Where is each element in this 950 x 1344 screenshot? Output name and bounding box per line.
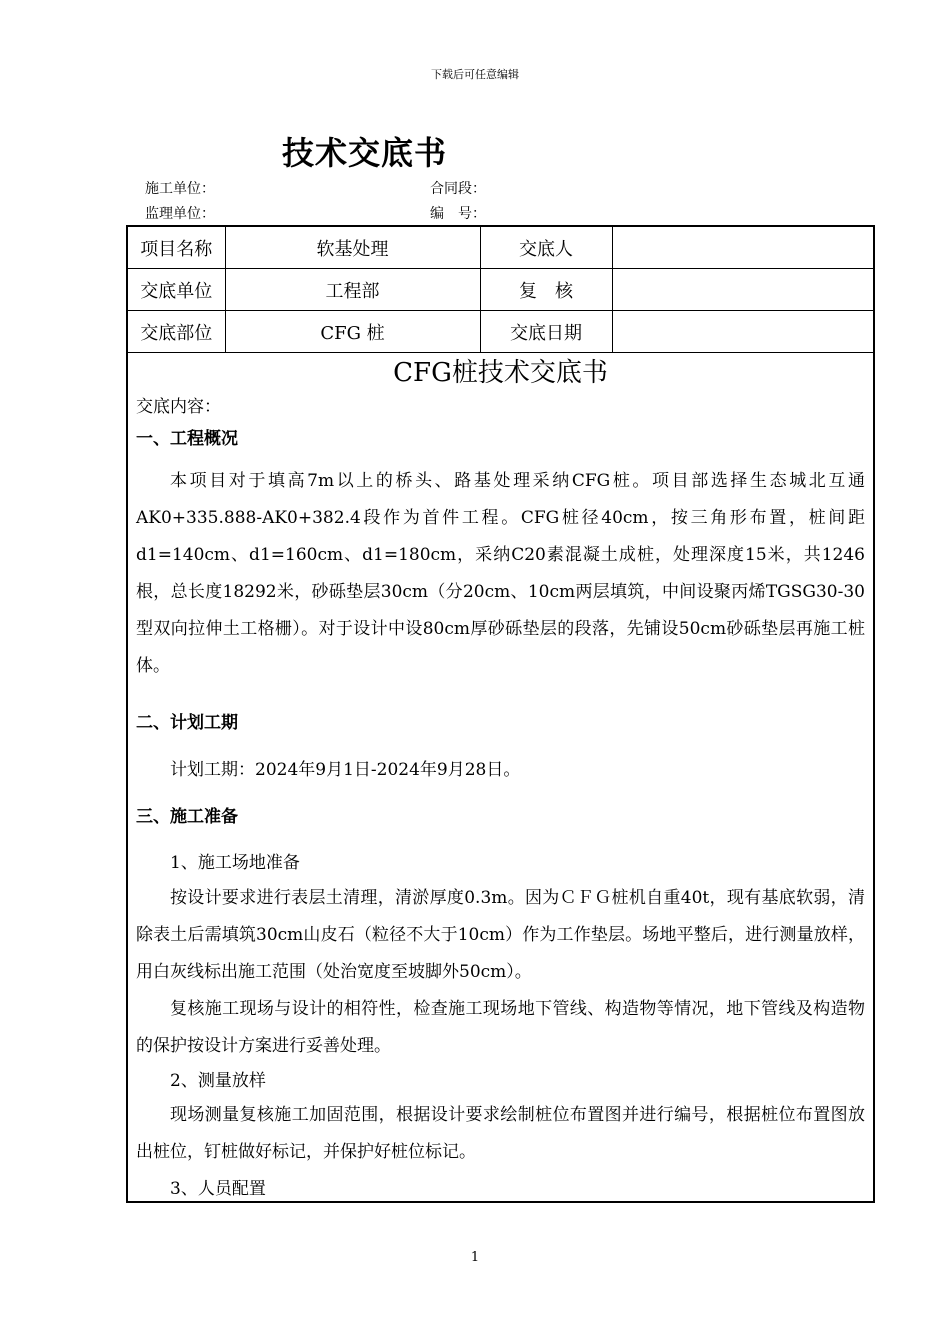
table-row	[128, 269, 873, 311]
table-cell: 交底单位	[128, 269, 225, 311]
table-cell: 交底部位	[128, 311, 225, 353]
table-cell: 软基处理	[225, 227, 480, 269]
table-cell: 项目名称	[128, 227, 225, 269]
document-frame	[126, 225, 875, 1203]
section-heading: 二、计划工期	[136, 713, 238, 733]
intro-label: 交底内容：	[136, 397, 221, 417]
table-cell: 工程部	[225, 269, 480, 311]
table-cell: 交底日期	[480, 311, 612, 353]
document-title: 技术交底书	[282, 134, 448, 172]
section-heading: 三、施工准备	[136, 807, 238, 827]
table-cell: 复 核	[480, 269, 612, 311]
paragraph: 按设计要求进行表层土清理，清淤厚度0.3m。因为ＣＦＧ桩机自重40t，现有基底软弱，清除表土后需填筑30cm山皮石（粒径不大于10cm）作为工作垫层。场地平整后，进行测量放样，用白灰线标出施工范围（处治宽度至坡脚外50cm）。	[136, 888, 865, 982]
section-heading: 一、工程概况	[136, 429, 238, 449]
info-table	[128, 227, 873, 353]
construction-unit-label: 施工单位：	[145, 181, 215, 197]
table-row	[128, 311, 873, 353]
contract-section-label: 合同段：	[430, 181, 486, 197]
table-cell	[612, 269, 873, 311]
table-row	[128, 227, 873, 269]
table-cell: CFG 桩	[225, 311, 480, 353]
supervision-unit-label: 监理单位：	[145, 206, 215, 222]
paragraph: 复核施工现场与设计的相符性，检查施工现场地下管线、构造物等情况，地下管线及构造物的保护按设计方案进行妥善处理。	[136, 999, 865, 1056]
content-subtitle: CFG桩技术交底书	[393, 358, 608, 388]
header-note: 下载后可任意编辑	[431, 68, 519, 81]
table-cell	[612, 311, 873, 353]
item-heading: 2、测量放样	[170, 1071, 266, 1091]
page-number: 1	[470, 1250, 480, 1265]
item-heading: 3、人员配置	[170, 1179, 266, 1199]
paragraph: 计划工期：2024年9月1日-2024年9月28日。	[170, 760, 521, 780]
table-cell: 交底人	[480, 227, 612, 269]
table-cell	[612, 227, 873, 269]
content-area	[128, 353, 873, 1207]
item-heading: 1、施工场地准备	[170, 853, 300, 873]
paragraph: 本项目对于填高7m以上的桥头、路基处理采纳CFG桩。项目部选择生态城北互通AK0+335.888-AK0+382.4段作为首件工程。CFG桩径40cm，按三角形布置，桩间距d1=140cm、d1=160cm、d1=180cm，采纳C20素混凝土成桩，处理深度15米，共1246根，总长度18292米，砂砾垫层30cm（分20cm、10cm两层填筑，中间设聚丙烯TGSG30-30型双向拉伸土工格栅）。对于设计中设80cm厚砂砾垫层的段落，先铺设50cm砂砾垫层再施工桩体。	[136, 471, 865, 676]
number-label: 编 号：	[430, 206, 486, 222]
paragraph: 现场测量复核施工加固范围，根据设计要求绘制桩位布置图并进行编号，根据桩位布置图放出桩位，钉桩做好标记，并保护好桩位标记。	[136, 1105, 865, 1162]
